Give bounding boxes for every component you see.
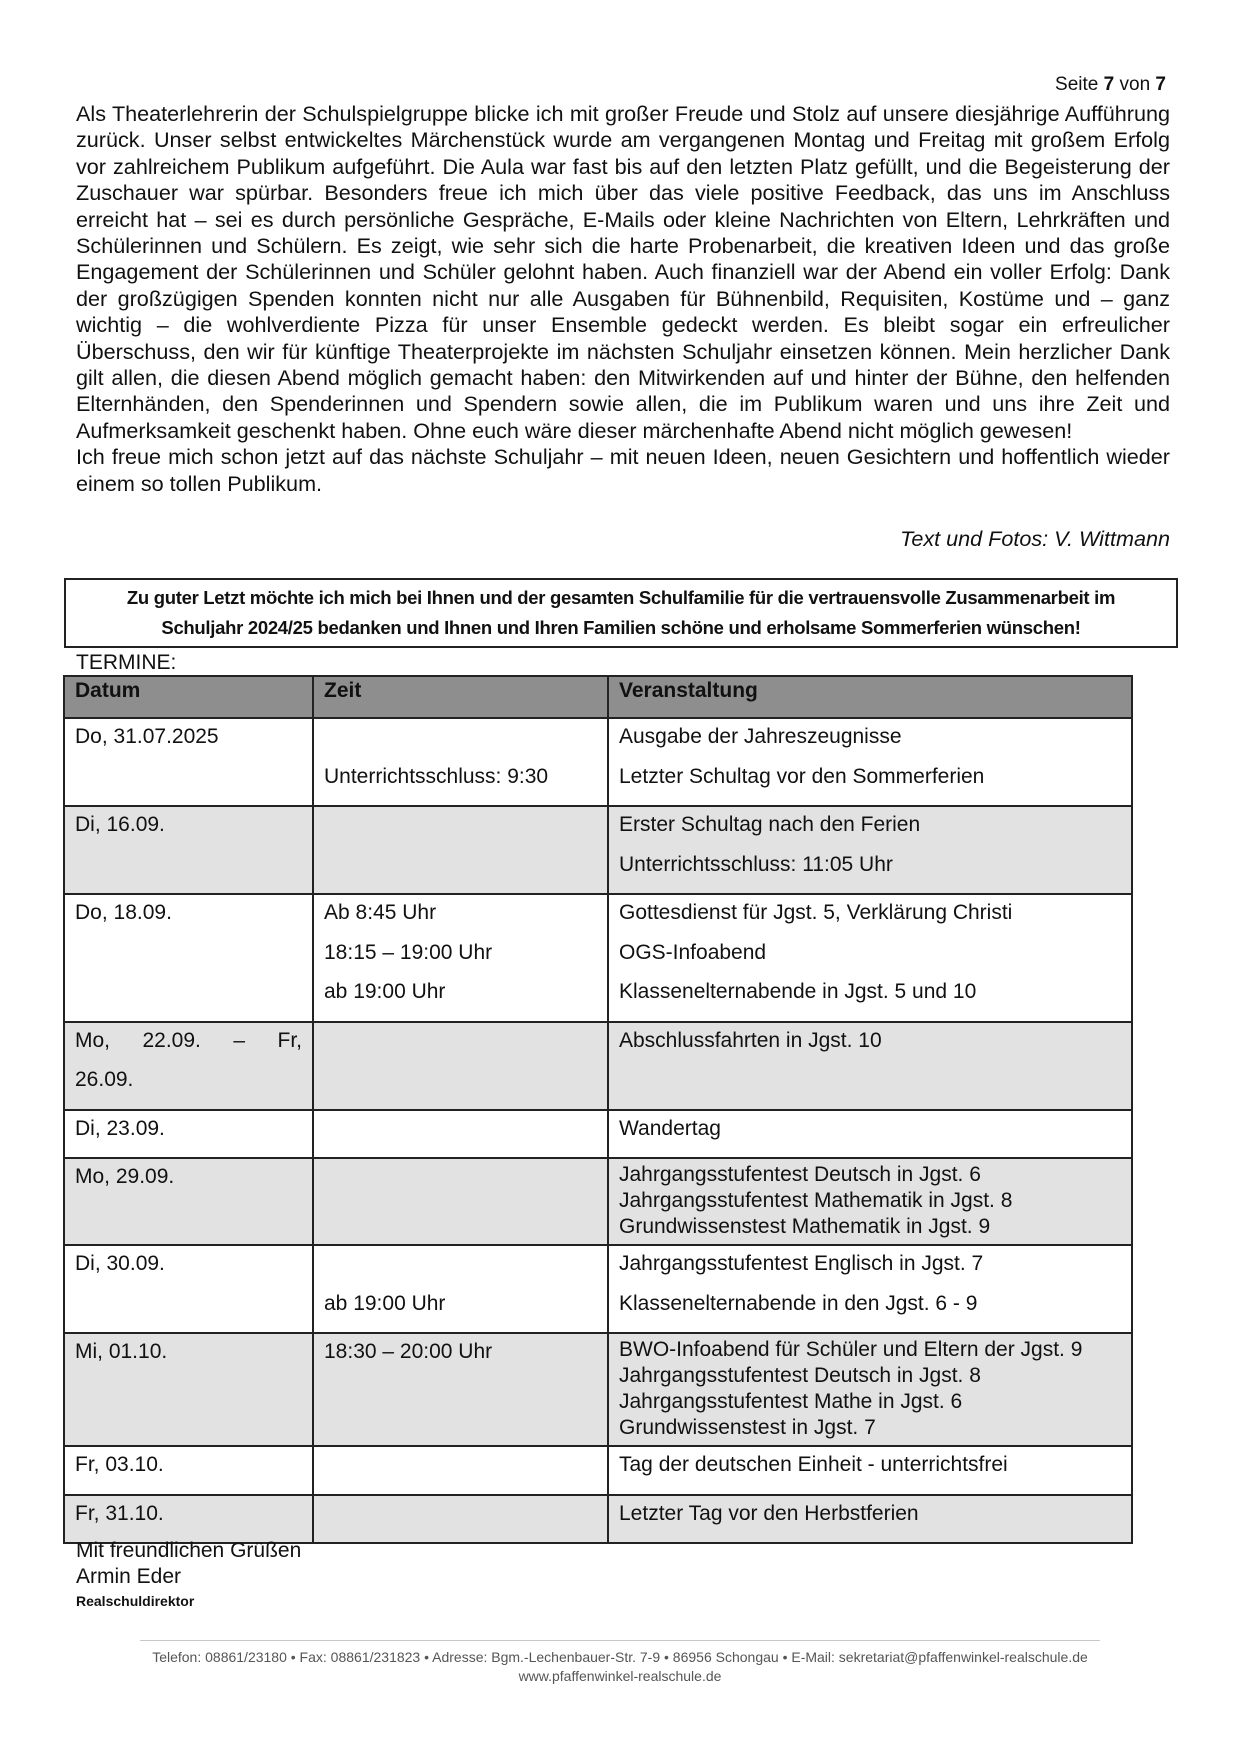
cell-event — [608, 1333, 1132, 1446]
cell-time — [313, 1495, 608, 1544]
header-time: Zeit — [313, 676, 608, 718]
cell-date — [64, 1245, 313, 1333]
header-date: Datum — [64, 676, 313, 718]
table-row — [64, 806, 1132, 894]
letter-paragraph: Ich freue mich schon jetzt auf das nächste Schuljahr – mit neuen Ideen, neuen Gesichtern und hoffentlich wieder einem so tollen Publikum. — [76, 444, 1170, 496]
termine-heading: TERMINE: — [76, 651, 177, 674]
time-line — [324, 1249, 597, 1289]
time-line: ab 19:00 Uhr — [324, 1291, 446, 1315]
page-number: Seite 7 von 7 — [1055, 74, 1166, 95]
cell-time — [313, 1245, 608, 1333]
cell-event — [608, 718, 1132, 806]
date-part: 22.09. — [142, 1028, 201, 1052]
cell-time — [313, 1446, 608, 1495]
cell-time — [313, 718, 608, 806]
cell-time — [313, 806, 608, 894]
date-line: Mo, 29.09. — [75, 1165, 175, 1188]
letter-text — [76, 101, 1170, 497]
cell-event — [608, 1022, 1132, 1110]
event-line: Unterrichtsschluss: 11:05 Uhr — [619, 852, 893, 876]
cell-event — [608, 1158, 1132, 1245]
footer — [0, 1648, 1240, 1686]
cell-event — [608, 894, 1132, 1022]
cell-date — [64, 1446, 313, 1495]
time-line: Unterrichtsschluss: 9:30 — [324, 764, 549, 788]
cell-time — [313, 1158, 608, 1245]
date-line: Mi, 01.10. — [75, 1340, 168, 1363]
event-line: Klassenelternabende in den Jgst. 6 - 9 — [619, 1291, 978, 1315]
event-line: Letzter Tag vor den Herbstferien — [619, 1501, 919, 1525]
event-line: Jahrgangsstufentest Deutsch in Jgst. 8 — [619, 1364, 981, 1387]
table-row — [64, 718, 1132, 806]
farewell-notice-text: Zu guter Letzt möchte ich mich bei Ihnen und der gesamten Schulfamilie für die vertrauensvolle Zusammenarbeit im Schuljahr 2024/25 bedanken und Ihnen und Ihren Familien schöne und erholsame Sommerferien wünschen! — [126, 587, 1116, 638]
time-line — [324, 1114, 597, 1154]
event-line: Tag der deutschen Einheit - unterrichtsfrei — [619, 1453, 1008, 1476]
cell-event — [608, 1495, 1132, 1544]
cell-date — [64, 1022, 313, 1110]
cell-time — [313, 1333, 608, 1446]
event-line: Jahrgangsstufentest Deutsch in Jgst. 6 — [619, 1163, 981, 1186]
date-line: 26.09. — [75, 1068, 134, 1091]
date-part: – — [233, 1028, 246, 1052]
event-line: Jahrgangsstufentest Mathematik in Jgst. 8 — [619, 1189, 1013, 1212]
cell-time — [313, 894, 608, 1022]
event-line: Grundwissenstest Mathematik in Jgst. 9 — [619, 1215, 991, 1238]
table-row — [64, 1333, 1132, 1446]
cell-event — [608, 1110, 1132, 1159]
time-line: 18:30 – 20:00 Uhr — [324, 1340, 493, 1363]
event-line: Grundwissenstest in Jgst. 7 — [619, 1416, 876, 1439]
cell-time — [313, 1022, 608, 1110]
signer-name: Armin Eder — [76, 1565, 182, 1588]
table-row — [64, 1495, 1132, 1544]
time-line — [324, 810, 597, 850]
cell-date — [64, 806, 313, 894]
event-line: Ausgabe der Jahreszeugnisse — [619, 725, 902, 748]
time-line — [324, 1499, 597, 1539]
footer-contact: Telefon: 08861/23180 • Fax: 08861/231823 • Adresse: Bgm.-Lechenbauer-Str. 7-9 • 86956 Schongau • E-Mail: sekretariat@pfaffenwinkel-realschule.de — [152, 1649, 1088, 1665]
cell-date — [64, 1333, 313, 1446]
time-line: 18:15 – 19:00 Uhr — [324, 940, 493, 964]
table-row — [64, 1158, 1132, 1245]
closing-signature — [76, 1538, 301, 1612]
cell-event — [608, 1245, 1132, 1333]
date-line: Do, 18.09. — [75, 901, 172, 924]
cell-date — [64, 894, 313, 1022]
date-line: Fr, 31.10. — [75, 1501, 164, 1525]
time-line: Ab 8:45 Uhr — [324, 901, 437, 924]
cell-date — [64, 1495, 313, 1544]
footer-divider — [140, 1640, 1100, 1641]
event-line: Jahrgangsstufentest Mathe in Jgst. 6 — [619, 1390, 963, 1413]
cell-time — [313, 1110, 608, 1159]
table-header-row — [64, 676, 1132, 718]
table-row — [64, 1446, 1132, 1495]
event-line: Abschlussfahrten in Jgst. 10 — [619, 1028, 882, 1052]
table-row — [64, 1110, 1132, 1159]
date-line: Do, 31.07.2025 — [75, 725, 219, 748]
time-line — [324, 722, 597, 762]
footer-website: www.pfaffenwinkel-realschule.de — [518, 1668, 722, 1684]
signer-role: Realschuldirektor — [76, 1593, 195, 1609]
event-line: Gottesdienst für Jgst. 5, Verklärung Christi — [619, 901, 1013, 924]
event-line: Letzter Schultag vor den Sommerferien — [619, 764, 985, 788]
event-line: Wandertag — [619, 1116, 721, 1140]
event-line: Erster Schultag nach den Ferien — [619, 813, 921, 836]
letter-paragraph: Als Theaterlehrerin der Schulspielgruppe blicke ich mit großer Freude und Stolz auf unsere diesjährige Aufführung zurück. Unser selbst entwickeltes Märchenstück wurde am vergangenen Montag und Freitag mit großem Erfolg vor zahlreichem Publikum aufgeführt. Die Aula war fast bis auf den letzten Platz gefüllt, und die Begeisterung der Zuschauer war spürbar. Besonders freue ich mich über das viele positive Feedback, das uns im Anschluss erreicht hat – sei es durch persönliche Gespräche, E-Mails oder kleine Nachrichten von Eltern, Lehrkräften und Schülerinnen und Schülern. Es zeigt, wie sehr sich die harte Probenarbeit, die kreativen Ideen und das große Engagement der Schülerinnen und Schüler gelohnt haben. Auch finanziell war der Abend ein voller Erfolg: Dank der großzügigen Spenden konnten nicht nur alle Ausgaben für Bühnenbild, Requisiten, Kostüme und – ganz wichtig – die wohlverdiente Pizza für unser Ensemble gedeckt werden. Es bleibt sogar ein erfreulicher Überschuss, den wir für künftige Theaterprojekte im nächsten Schuljahr einsetzen können. Mein herzlicher Dank gilt allen, die diesen Abend möglich gemacht haben: den Mitwirkenden auf und hinter der Bühne, den helfenden Elternhänden, den Spenderinnen und Spendern sowie allen, die im Publikum waren und uns ihre Zeit und Aufmerksamkeit geschenkt haben. Ohne euch wäre dieser märchenhafte Abend nicht möglich gewesen! — [76, 101, 1170, 443]
event-line: Jahrgangsstufentest Englisch in Jgst. 7 — [619, 1252, 984, 1275]
time-line: ab 19:00 Uhr — [324, 980, 446, 1003]
table-row — [64, 1022, 1132, 1110]
closing-greeting: Mit freundlichen Grüßen — [76, 1539, 302, 1562]
date-part: Fr, — [277, 1028, 302, 1052]
table-row — [64, 894, 1132, 1022]
cell-date — [64, 1158, 313, 1245]
cell-date — [64, 718, 313, 806]
header-event: Veranstaltung — [608, 676, 1132, 718]
date-line: Di, 30.09. — [75, 1252, 165, 1275]
date-line: Fr, 03.10. — [75, 1453, 164, 1476]
cell-event — [608, 1446, 1132, 1495]
time-line — [324, 1026, 597, 1066]
photo-credit: Text und Fotos: V. Wittmann — [900, 526, 1170, 551]
date-line: Di, 16.09. — [75, 813, 165, 836]
time-line — [324, 1450, 597, 1490]
event-line: OGS-Infoabend — [619, 940, 767, 964]
date-part: Mo, — [75, 1028, 111, 1052]
date-line: Di, 23.09. — [75, 1116, 165, 1140]
farewell-notice-box — [64, 578, 1178, 648]
time-line — [324, 1162, 597, 1202]
table-row — [64, 1245, 1132, 1333]
cell-date — [64, 1110, 313, 1159]
event-line: Klassenelternabende in Jgst. 5 und 10 — [619, 980, 977, 1003]
cell-event — [608, 806, 1132, 894]
event-line: BWO-Infoabend für Schüler und Eltern der Jgst. 9 — [619, 1338, 1083, 1361]
schedule-table — [63, 675, 1133, 1544]
